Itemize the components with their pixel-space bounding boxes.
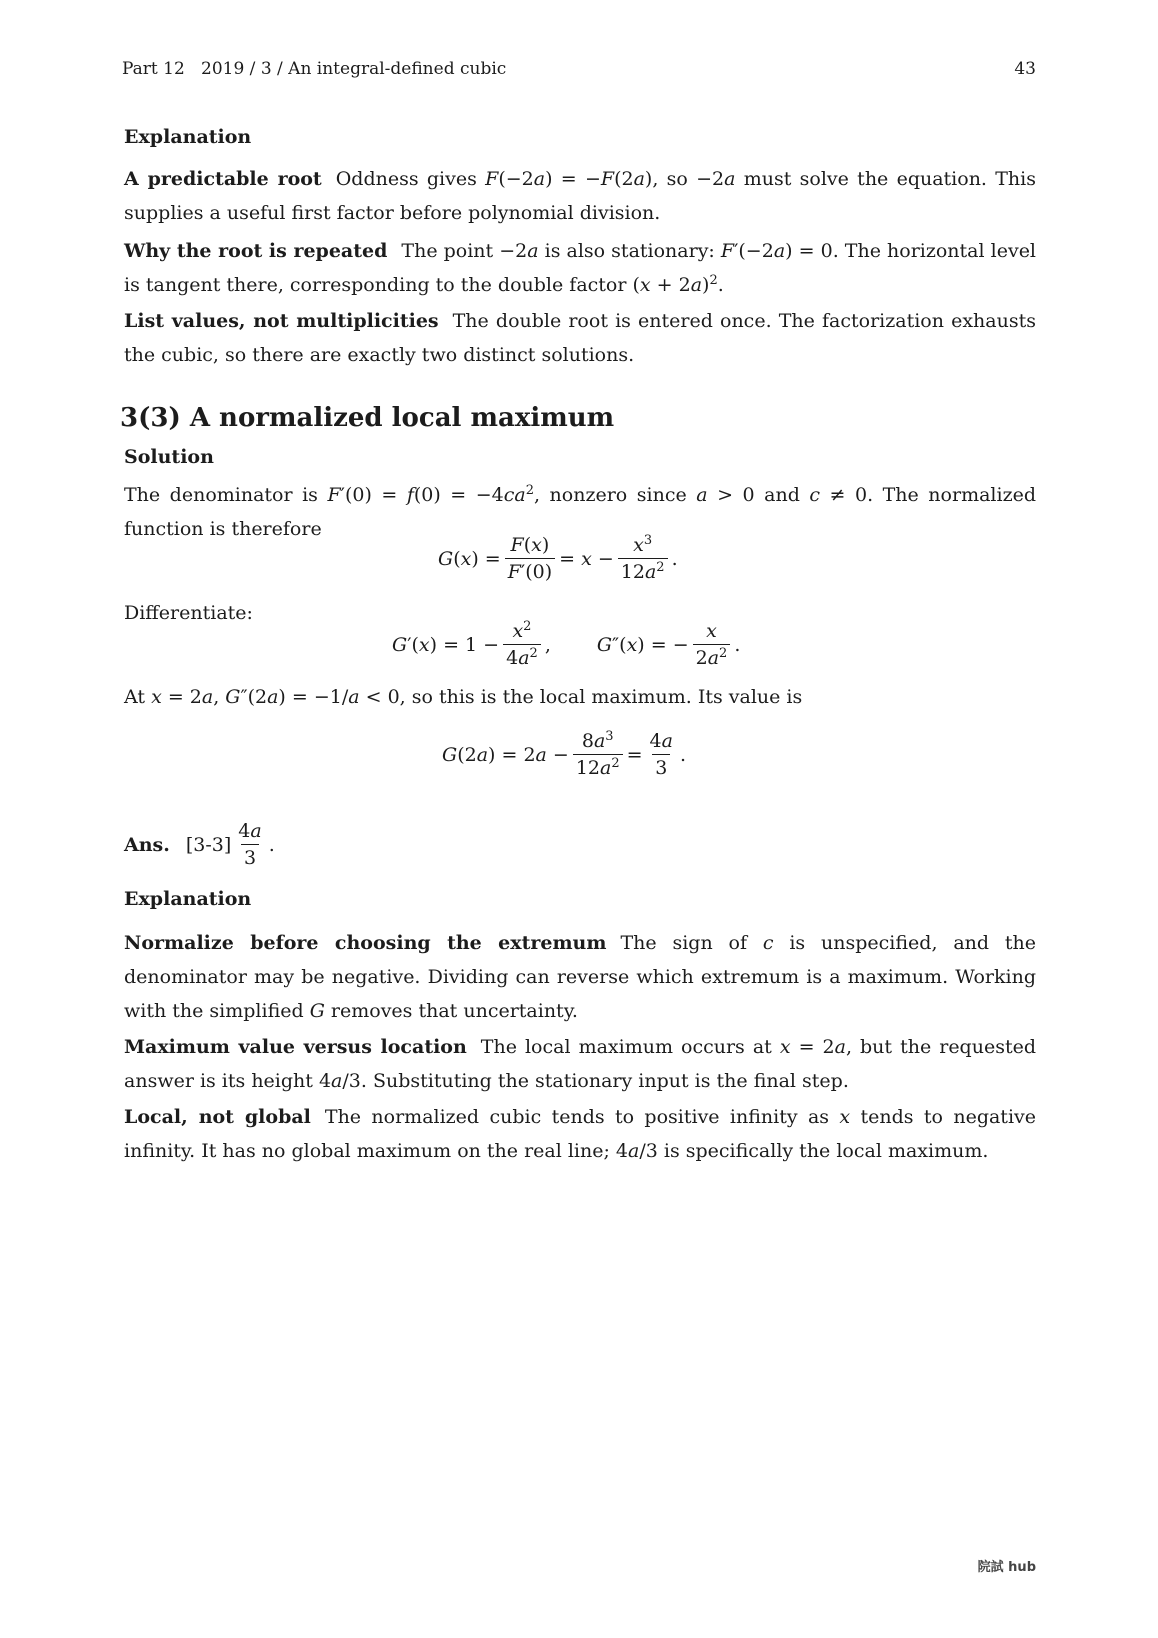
paragraph-normalize: Normalize before choosing the extremum The sign of c is unspecified, and the denominator may be negative. Dividing can reverse which extremum is a maximum. Working with the simplified G removes that uncertainty.: [124, 932, 1036, 1022]
equation-local-maximum-value: G(2a) = 2a − $\frac{8a^3}{12a^2}$ = $\frac{4a}{3}$ .: [442, 729, 687, 779]
paragraph-lead: Local, not global: [124, 1106, 311, 1128]
paragraph-second-derivative-test: At x = 2a, G″(2a) = −1/a < 0, so this is the local maximum. Its value is: [124, 686, 803, 708]
section-title: 3(3) A normalized local maximum: [120, 403, 615, 433]
running-head-title: Part 12 2019 / 3 / An integral-defined cubic: [122, 59, 507, 79]
paragraph-list-values: [124, 304, 1036, 372]
running-head: [122, 56, 1036, 82]
paragraph-text: The double root is entered once. The factorization exhausts the cubic, so there are exactly two distinct solutions.: [124, 310, 1036, 366]
paragraph-lead: Why the root is repeated: [124, 240, 388, 262]
paragraph-local-not-global: Local, not global The normalized cubic tends to positive infinity as x tends to negative infinity. It has no global maximum on the real line; 4a/3 is specifically the local maximum.: [124, 1106, 1036, 1162]
answer-value: $\frac{4a}{3}$: [238, 820, 262, 869]
paragraph-lead: Maximum value versus location: [124, 1036, 467, 1058]
paragraph-value-vs-location: Maximum value versus location The local maximum occurs at x = 2a, but the requested answer is its height 4a/3. Substituting the stationary input is the final step.: [124, 1036, 1036, 1092]
answer-line: Ans. [3-3] $\frac{4a}{3}$ .: [124, 820, 275, 869]
paragraph-lead: List values, not multiplicities: [124, 310, 439, 332]
page-number: 43: [1014, 59, 1036, 79]
solution-heading: Solution: [124, 446, 214, 468]
differentiate-label: Differentiate:: [124, 602, 253, 624]
equation-derivatives: G′(x) = 1 − $\frac{x^2}{4a^2}$ , G″(x) = − $\frac{x}{2a^2}$ .: [392, 619, 741, 669]
explanation-heading: Explanation: [124, 888, 252, 910]
paragraph-lead: Normalize before choosing the extremum: [124, 932, 607, 954]
explanation-heading: Explanation: [124, 126, 252, 148]
equation-g-definition: G(x) = $\frac{F(x)}{F'(0)}$ = x − $\frac{x^3}{12a^2}$ .: [438, 533, 678, 583]
paragraph-predictable-root: A predictable root Oddness gives F(−2a) = −F(2a), so −2a must solve the equation. This supplies a useful first factor before polynomial division.: [124, 168, 1036, 224]
paragraph-repeated-root: Why the root is repeated The point −2a is also stationary: F′(−2a) = 0. The horizontal level is tangent there, corresponding to the double factor $(x + 2a)^2$.: [124, 240, 1037, 296]
paragraph-lead: A predictable root: [124, 168, 322, 190]
paragraph-denominator: The denominator is $F'(0) = f(0) = -4ca^2$, nonzero since a > 0 and c ≠ 0. The normalized function is therefore: [124, 483, 1036, 540]
answer-label: Ans.: [124, 833, 170, 856]
footer-brand: 院試 hub: [977, 1560, 1036, 1575]
answer-tag: [3-3]: [185, 833, 232, 856]
